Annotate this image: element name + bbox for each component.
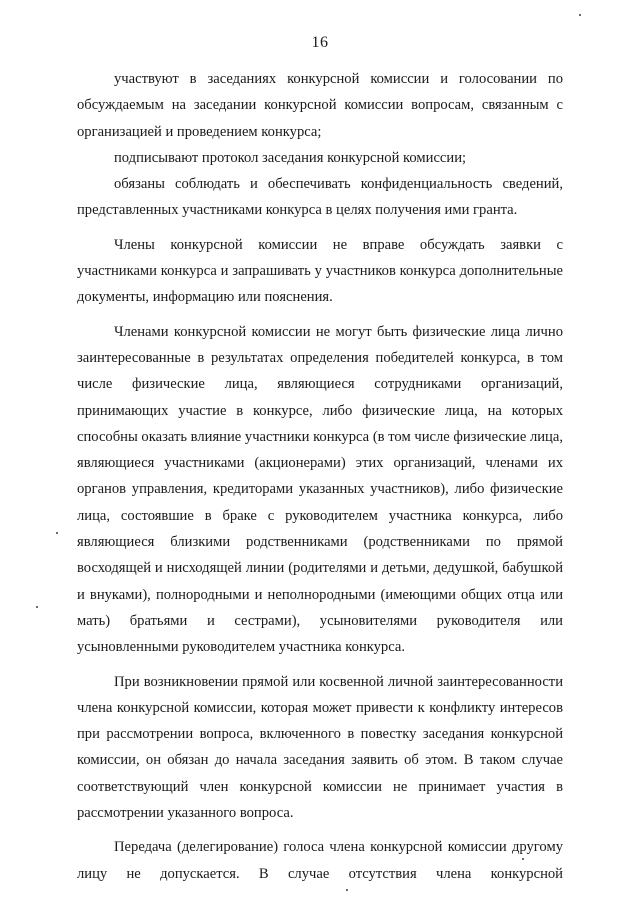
scan-speck (522, 858, 524, 860)
paragraph-no-discussion: Члены конкурсной комиссии не вправе обсуждать заявки с участниками конкурса и запрашивать у участников конкурса дополнительные документы, информацию или пояснения. (77, 236, 563, 306)
paragraph-confidentiality: обязаны соблюдать и обеспечивать конфиденциальность сведений, представленных участниками конкурса в целях получения ими гранта. (77, 176, 563, 219)
scan-speck (36, 606, 38, 608)
scan-speck (579, 14, 581, 16)
paragraph-participate: участвуют в заседаниях конкурсной комиссии и голосовании по обсуждаемым на заседании конкурсной комиссии вопросам, связанным с организацией и проведением конкурса; (77, 71, 563, 140)
document-body (77, 66, 563, 887)
paragraph-vote-delegation: Передача (делегирование) голоса члена конкурсной комиссии другому лицу не допускается. В случае отсутствия члена конкурсной (77, 839, 563, 882)
scan-speck (56, 532, 58, 534)
paragraph-membership-restrictions: Членами конкурсной комиссии не могут быть физические лица лично заинтересованные в результатах определения победителей конкурса, в том числе физические лица, являющиеся сотрудниками организаций, принимающих участие в конкурсе, либо физические лица, на которых способны оказать влияние участники конкурса (в том числе физические лица, являющиеся участниками (акционерами) этих организаций, членами их органов управления, кредиторами указанных участников), либо физические лица, состоявшие в браке с руководителем участника конкурса, либо являющиеся близкими родственниками (родственниками по прямой восходящей и нисходящей линии (родителями и детьми, дедушкой, бабушкой и внуками), полнородными и неполнородными (имеющими общих отца или мать) братьями и сестрами), усыновителями руководителя или усыновленными руководителем участника конкурса. (77, 323, 563, 656)
paragraph-conflict-of-interest: При возникновении прямой или косвенной личной заинтересованности члена конкурсной комиссии, которая может привести к конфликту интересов при рассмотрении вопроса, включенного в повестку заседания конкурсной комиссии, он обязан до начала заседания заявить об этом. В таком случае соответствующий член конкурсной комиссии не принимает участия в рассмотрении указанного вопроса. (77, 673, 563, 822)
paragraph-sign-protocol: подписывают протокол заседания конкурсной комиссии; (114, 149, 467, 166)
scan-speck (346, 889, 348, 891)
page-number: 16 (311, 34, 329, 51)
